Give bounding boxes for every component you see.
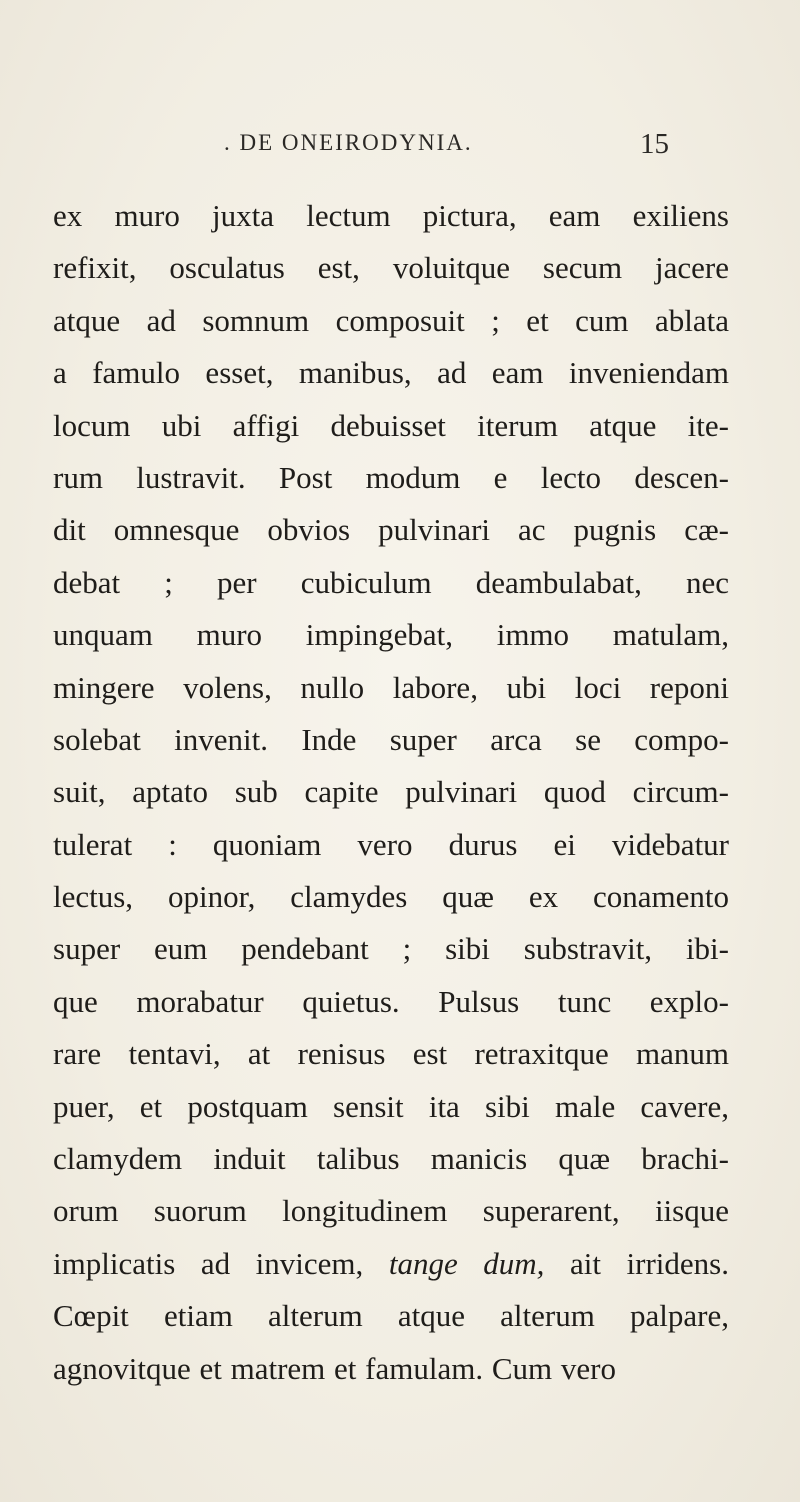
text-line: suit, aptato sub capite pulvinari quod circum- (53, 774, 729, 810)
text-line: atque ad somnum composuit ; et cum ablata (53, 302, 729, 338)
text-line: unquam muro impingebat, immo matulam, (53, 617, 729, 653)
text-line: rum lustravit. Post modum e lecto descen- (53, 459, 729, 495)
text-line: refixit, osculatus est, voluitque secum jacere (53, 250, 729, 286)
text-line: locum ubi affigi debuisset iterum atque ite- (53, 407, 729, 443)
text-line: super eum pendebant ; sibi substravit, ibi- (53, 931, 729, 967)
text-line: Cœpit etiam alterum atque alterum palpare, (53, 1298, 729, 1334)
text-line: puer, et postquam sensit ita sibi male cavere, (53, 1088, 729, 1124)
running-title: . DE ONEIRODYNIA. (224, 130, 473, 155)
italic-phrase: tange dum, (388, 1245, 545, 1281)
page-number: 15 (640, 128, 669, 160)
text-line: debat ; per cubiculum deambulabat, nec (53, 564, 729, 600)
text-line: a famulo esset, manibus, ad eam inveniendam (53, 355, 729, 391)
text-line: agnovitque et matrem et famulam. Cum vero (53, 1350, 616, 1386)
text-line: tulerat : quoniam vero durus ei videbatur (53, 826, 729, 862)
text-line: clamydem induit talibus manicis quæ brachi- (53, 1141, 729, 1177)
text-line: rare tentavi, at renisus est retraxitque manum (53, 1036, 729, 1072)
page-header (0, 130, 800, 170)
body-text (53, 190, 729, 1395)
text-segment: implicatis ad invicem, (53, 1245, 389, 1281)
text-line: mingere volens, nullo labore, ubi loci reponi (53, 669, 729, 705)
text-line: solebat invenit. Inde super arca se compo- (53, 721, 729, 757)
text-line: lectus, opinor, clamydes quæ ex conamento (53, 879, 729, 915)
text-line: dit omnesque obvios pulvinari ac pugnis cæ- (53, 512, 729, 548)
text-line: ex muro juxta lectum pictura, eam exiliens (53, 198, 729, 233)
text-line-with-italic (53, 1238, 729, 1290)
text-segment: ait irridens. (544, 1245, 729, 1281)
text-line: orum suorum longitudinem superarent, iisque (53, 1193, 729, 1229)
text-line: que morabatur quietus. Pulsus tunc explo- (53, 983, 729, 1019)
